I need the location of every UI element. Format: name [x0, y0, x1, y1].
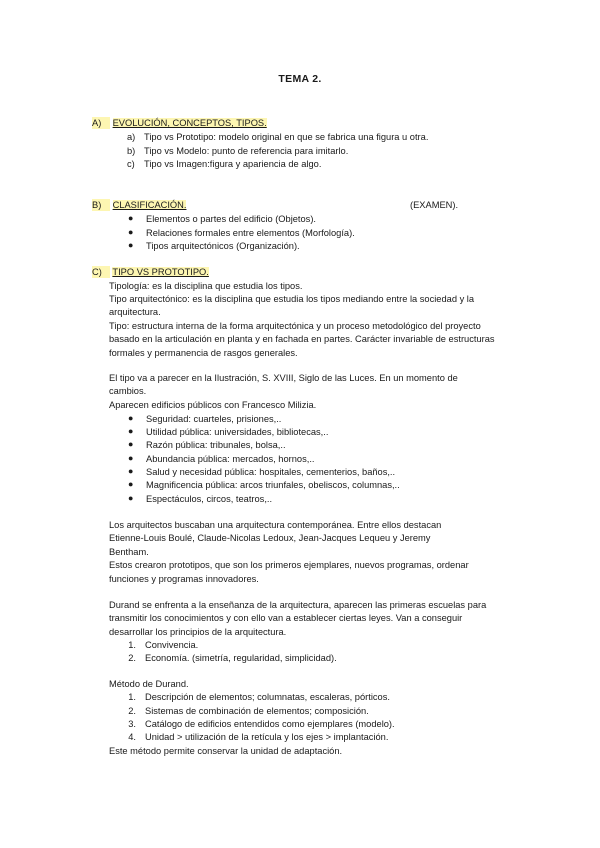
principle-item: Economía. (simetría, regularidad, simplicidad). [145, 653, 337, 663]
method-item: Unidad > utilización de la retícula y los ejes > implantación. [145, 732, 389, 742]
paragraph-line: cambios. [109, 386, 147, 396]
bullet-icon: ● [128, 453, 134, 463]
section-b-heading [92, 199, 186, 211]
section-a-item: Tipo vs Modelo: punto de referencia para imitarlo. [144, 146, 349, 156]
list-number: 3. [128, 719, 136, 729]
section-b-letter: B) [92, 199, 110, 211]
paragraph-line: Etienne-Louis Boulé, Claude-Nicolas Ledoux, Jean-Jacques Lequeu y Jeremy [109, 533, 431, 543]
paragraph-line: Tipo: estructura interna de la forma arquitectónica y un proceso metodológico del proyecto [109, 321, 481, 331]
section-b-item: Relaciones formales entre elementos (Morfología). [146, 228, 355, 238]
section-b-item: Elementos o partes del edificio (Objetos). [146, 214, 317, 224]
method-title: Método de Durand. [109, 679, 189, 689]
public-building-item: Razón pública: tribunales, bolsa,.. [146, 440, 286, 450]
bullet-icon: ● [128, 479, 134, 489]
paragraph-line: transmitir los conocimientos y con ello van a establecer ciertas leyes. Van a conseguir [109, 613, 463, 623]
section-c-heading [92, 266, 209, 278]
paragraph-line: desarrollar los principios de la arquitectura. [109, 627, 287, 637]
section-a-title: EVOLUCIÓN, CONCEPTOS, TIPOS. [112, 118, 267, 128]
method-item: Sistemas de combinación de elementos; composición. [145, 706, 369, 716]
section-a-item-marker: b) [127, 146, 136, 156]
paragraph-line: Los arquitectos buscaban una arquitectura contemporánea. Entre ellos destacan [109, 520, 442, 530]
paragraph-line: Estos crearon prototipos, que son los primeros ejemplares, nuevos programas, ordenar [109, 560, 469, 570]
list-number: 1. [128, 640, 136, 650]
paragraph-line: Aparecen edificios públicos con Francesco Milizia. [109, 400, 317, 410]
paragraph-line: formales y permanencia de rasgos generales. [109, 348, 298, 358]
section-c-title: TIPO VS PROTOTIPO. [112, 267, 209, 277]
bullet-icon: ● [128, 426, 134, 436]
paragraph-line: Bentham. [109, 547, 149, 557]
section-c-letter: C) [92, 266, 110, 278]
public-building-item: Espectáculos, circos, teatros,.. [146, 494, 273, 504]
paragraph-line: Tipología: es la disciplina que estudia los tipos. [109, 281, 303, 291]
section-a-item: Tipo vs Prototipo: modelo original en que se fabrica una figura u otra. [144, 132, 429, 142]
bullet-icon: ● [128, 413, 134, 423]
public-building-item: Magnificencia pública: arcos triunfales, obeliscos, columnas,.. [146, 480, 400, 490]
section-b-title: CLASIFICACIÓN. [112, 200, 187, 210]
bullet-icon: ● [128, 213, 134, 223]
list-number: 2. [128, 706, 136, 716]
paragraph-line: Durand se enfrenta a la enseñanza de la arquitectura, aparecen las primeras escuelas para [109, 600, 487, 610]
section-a-item: Tipo vs Imagen:figura y apariencia de algo. [144, 159, 322, 169]
bullet-icon: ● [128, 439, 134, 449]
paragraph-line: basado en la articulación en planta y en fachada en partes. Carácter invariable de estructuras [109, 334, 495, 344]
list-number: 2. [128, 653, 136, 663]
paragraph-line: Este método permite conservar la unidad de adaptación. [109, 746, 343, 756]
public-building-item: Salud y necesidad pública: hospitales, cementerios, baños,.. [146, 467, 396, 477]
section-b-item: Tipos arquitectónicos (Organización). [146, 241, 300, 251]
bullet-icon: ● [128, 493, 134, 503]
bullet-icon: ● [128, 227, 134, 237]
section-a-item-marker: a) [127, 132, 136, 142]
method-item: Descripción de elementos; columnatas, escaleras, pórticos. [145, 692, 390, 702]
paragraph-line: El tipo va a parecer en la Ilustración, S. XVIII, Siglo de las Luces. En un momento de [109, 373, 458, 383]
list-number: 4. [128, 732, 136, 742]
public-building-item: Abundancia pública: mercados, hornos,.. [146, 454, 315, 464]
exam-note: (EXAMEN). [410, 200, 459, 210]
bullet-icon: ● [128, 240, 134, 250]
bullet-icon: ● [128, 466, 134, 476]
paragraph-line: arquitectura. [109, 307, 161, 317]
principle-item: Convivencia. [145, 640, 199, 650]
section-a-letter: A) [92, 117, 110, 129]
paragraph-line: Tipo arquitectónico: es la disciplina que estudia los tipos mediando entre la sociedad y la [109, 294, 475, 304]
method-item: Catálogo de edificios entendidos como ejemplares (modelo). [145, 719, 395, 729]
public-building-item: Seguridad: cuarteles, prisiones,.. [146, 414, 282, 424]
page-title: TEMA 2. [278, 73, 322, 85]
section-a-item-marker: c) [127, 159, 135, 169]
list-number: 1. [128, 692, 136, 702]
section-a-heading [92, 117, 267, 129]
paragraph-line: funciones y programas innovadores. [109, 574, 259, 584]
public-building-item: Utilidad pública: universidades, bibliotecas,.. [146, 427, 329, 437]
